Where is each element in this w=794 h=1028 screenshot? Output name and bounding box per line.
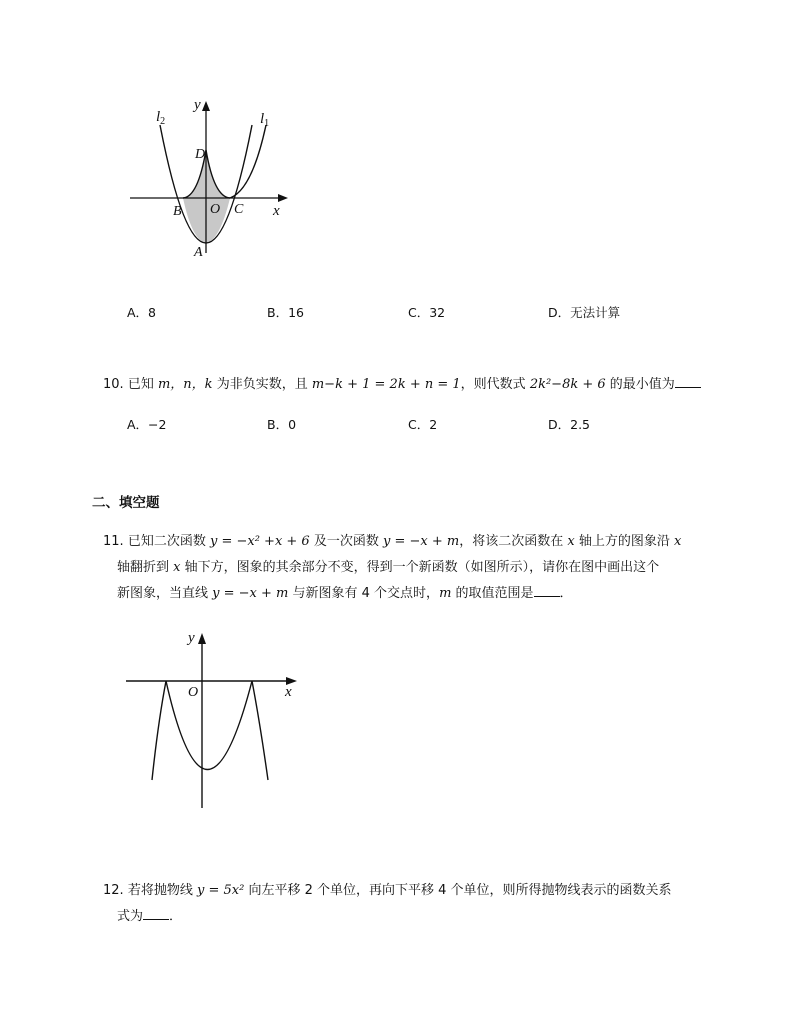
q12-text: 向左平移 2 个单位，再向下平移 4 个单位，则所得抛物线表示的函数关系 [248,883,672,898]
q9-option-c[interactable]: C．32 [408,305,446,320]
q11-var-x: x [674,534,682,549]
q11-line-3 [103,581,703,607]
q12-text: 式为 [117,909,144,924]
q10-option-d[interactable]: D．2.5 [548,417,591,432]
q11-line-eq: y = −x + m [212,586,289,601]
label-l2: $l_2$ [156,109,166,127]
q11-text: 与新图象有 4 个交点时， [292,586,440,601]
q10-equation: m−k + 1 = 2k + n = 1 [311,377,461,392]
parabola-l1-right-branch [230,125,266,198]
section-title: 二、填空题 [92,495,160,511]
q12-text: 若将抛物线 [127,883,193,898]
q11-line-1 [103,529,703,555]
q11-var-x: x [173,560,181,575]
q10-answer-blank[interactable] [675,375,701,388]
label-O: O [210,202,221,217]
outer-left-branch [152,681,166,780]
question-10 [103,372,701,398]
label-B: B [173,204,182,219]
figure-parabolas-l1-l2 [120,95,300,265]
q10-option-a[interactable]: A．−2 [127,417,167,432]
q12-line-2 [103,904,703,930]
label-x: x [285,684,292,700]
q10-option-b[interactable]: B．0 [267,417,297,432]
q11-text: 已知二次函数 [127,534,206,549]
y-axis-arrow [202,101,210,111]
outer-right-branch [252,681,268,780]
q10-text-mid: 为非负实数，且 [216,377,308,392]
q9-option-a[interactable]: A．8 [127,305,157,320]
q10-text-post: 的最小值为 [609,377,675,392]
q9-option-d[interactable]: D．无法计算 [548,305,621,320]
q12-number: 12. [103,883,124,898]
q9-option-b[interactable]: B．16 [267,305,304,320]
q10-text-mid2: ，则代数式 [460,377,526,392]
q11-quadratic: y = −x² +x + 6 [209,534,310,549]
q11-text: ，将该二次函数在 [459,534,564,549]
q11-answer-blank[interactable] [534,584,560,597]
x-axis-arrow [278,194,288,202]
label-D: D [195,147,206,162]
q12-period: ． [169,909,183,924]
q10-expression: 2k²−8k + 6 [529,377,606,392]
question-11 [103,529,703,607]
q11-text: 轴翻折到 [117,560,170,575]
q10-vars: m，n，k [157,377,213,392]
q11-text: 及一次函数 [313,534,379,549]
y-axis-arrow [198,633,206,644]
inner-parabola [166,681,252,770]
figure-folded-parabola [118,628,308,813]
parabola-l2-left-extra [160,125,183,198]
q11-var-x: x [567,534,575,549]
q11-linear: y = −x + m [383,534,460,549]
q11-text: 轴下方，图象的其余部分不变，得到一个新函数（如图所示），请你在图中画出这个 [184,560,660,575]
q12-answer-blank[interactable] [143,907,169,920]
label-y: y [188,630,195,646]
q11-text: 新图象，当直线 [117,586,209,601]
q11-text: 轴上方的图象沿 [578,534,670,549]
q11-number: 11. [103,534,124,549]
q12-line-1 [103,878,703,904]
q12-equation: y = 5x² [196,883,245,898]
label-C: C [234,202,244,217]
label-l1: $l_1$ [260,111,270,129]
q11-text: 的取值范围是 [455,586,534,601]
q10-text: 已知 [127,377,154,392]
label-O: O [188,685,199,700]
q10-number: 10. [103,377,124,392]
label-x: x [273,203,280,219]
label-A: A [194,245,203,260]
q11-period: ． [559,586,573,601]
question-12 [103,878,703,930]
q11-line-2 [103,555,703,581]
q11-var-m: m [439,586,452,601]
label-y: y [194,97,201,113]
q10-option-c[interactable]: C．2 [408,417,438,432]
